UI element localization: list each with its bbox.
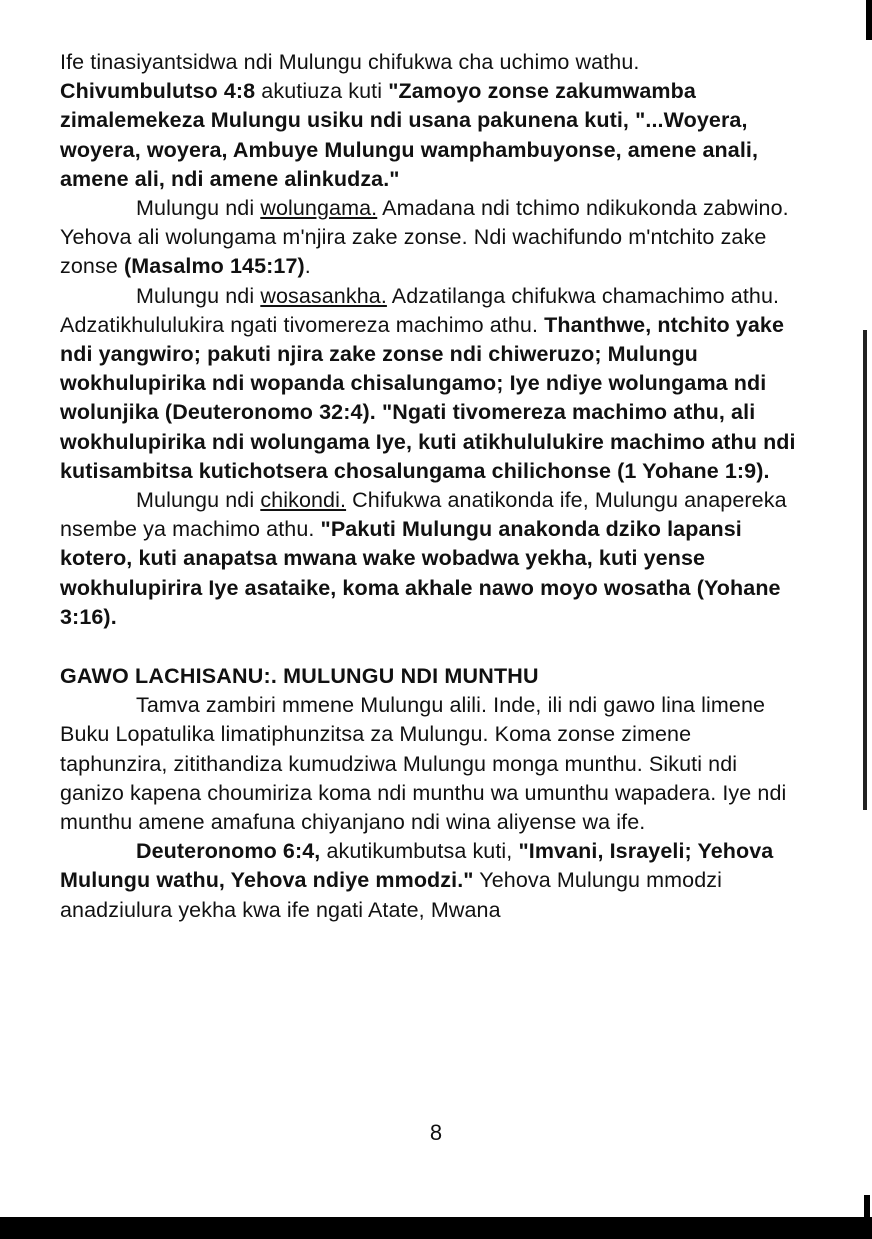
bold-text: (Masalmo 145:17) [123,254,305,279]
document-page [60,48,800,925]
paragraph [60,486,800,632]
text-segment: Chifukwa anatikonda ife, Mulungu anapereka nsembe ya machimo athu. [60,488,787,542]
text-segment: Amadana ndi tchimo ndikukonda zabwino. Yehova ali wolungama m'njira zake zonse. Ndi wachifundo m'ntchito zake zonse [60,196,789,279]
text-segment: Mulungu ndi [136,488,261,513]
text-segment: Tamva zambiri mmene Mulungu alili. Inde, ili ndi gawo lina limene Buku Lopatulika limatiphunzitsa za Mulungu. Koma zonse zimene taphunzira, zitithandiza kumudziwa Mulungu monga munthu. Sikuti ndi ganizo kapena choumiriza koma ndi munthu wa umunthu wapadera. Iye ndi munthu amene amafuna chiyanjano ndi wina aliyense wa ife. [60,693,787,835]
paragraph [60,691,800,837]
paragraph [60,282,800,486]
scan-edge-right [852,0,872,1239]
text-segment: . [304,254,311,279]
text-segment: Adzatilanga chifukwa chamachimo athu. Adzatikhululukira ngati tivomereza machimo athu. [60,283,780,337]
bold-text: "Zamoyo zonse zakumwamba zimalemekeza Mulungu usiku ndi usana pakunena kuti, "...Woyera, woyera, woyera, Ambuye Mulungu wamphambuyonse, amene anali, amene ali, ndi amene alinkudza." [60,79,759,191]
text-segment: Yehova Mulungu mmodzi anadziulura yekha kwa ife ngati Atate, Mwana [60,868,722,922]
scan-edge-bottom [0,1217,872,1239]
text-segment: akutikumbutsa kuti, [320,839,519,864]
paragraph [60,194,800,282]
text-segment: Ife tinasiyantsidwa ndi Mulungu chifukwa cha uchimo wathu. [60,50,640,74]
bold-text: "Pakuti Mulungu anakonda dziko lapansi kotero, kuti anapatsa mwana wake wobadwa yekha, kuti yense wokhulupirira Iye asataike, koma akhale nawo moyo wosatha (Yohane 3:16). [60,517,781,629]
underlined-term: chikondi. [260,488,347,513]
paragraph [60,48,800,194]
section-heading: GAWO LACHISANU:. MULUNGU NDI MUNTHU [60,664,539,689]
paragraph [60,837,800,925]
bold-text: Chivumbulutso 4:8 [60,79,256,104]
underlined-term: wolungama. [260,196,378,221]
text-segment: akutiuza kuti [255,79,389,104]
body-text-section-2 [60,691,800,925]
text-segment: Mulungu ndi [136,196,261,221]
page-number: 8 [429,1120,443,1145]
body-text-section [60,48,800,632]
text-segment: Mulungu ndi [136,283,261,308]
underlined-term: wosasankha. [260,283,387,308]
bold-text: "Imvani, Israyeli; Yehova Mulungu wathu, Yehova ndiye mmodzi." [60,839,774,893]
bold-text: Deuteronomo 6:4, [136,839,321,864]
bold-text: Thanthwe, ntchito yake ndi yangwiro; pakuti njira zake zonse ndi chiweruzo; Mulungu wokhulupirika ndi wopanda chisalungamo; Iye ndiye wolungama ndi wolunjika (Deuteronomo 32:4). "Ngati tivomereza machimo athu, ali wokhulupirika ndi wolungama Iye, kuti atikhululukire machimo athu ndi kutisambitsa kutichotsera chosalungama chilichonse (1 Yohane 1:9). [60,312,796,483]
